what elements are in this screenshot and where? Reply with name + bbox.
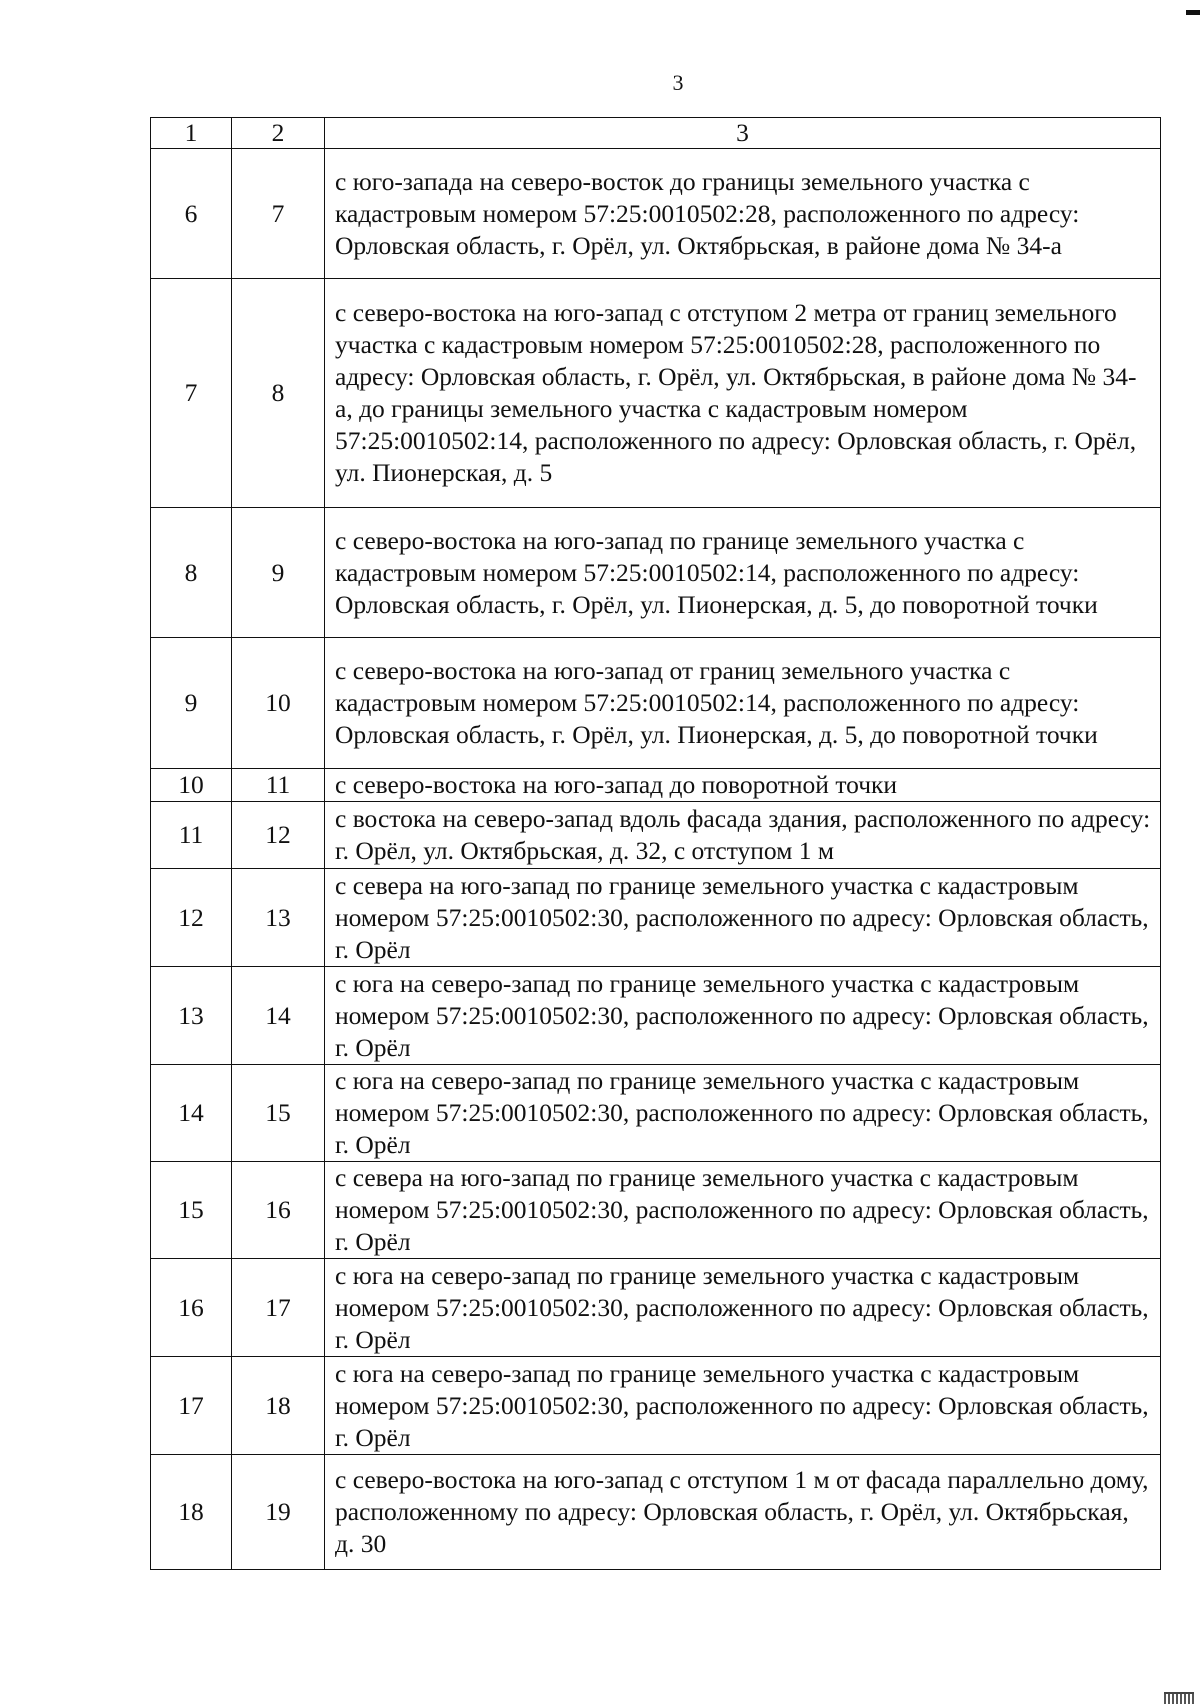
row-from-point: 10 bbox=[151, 769, 232, 802]
row-to-point: 10 bbox=[232, 638, 325, 769]
row-from-point: 12 bbox=[151, 869, 232, 967]
scan-mark-top bbox=[1186, 10, 1200, 15]
row-description: с северо-востока на юго-запад от границ земельного участка с кадастровым номером 57:25:0010502:14, расположенного по адресу: Орловская область, г. Орёл, ул. Пионерская, д. 5, до поворотной точки bbox=[325, 638, 1161, 769]
row-to-point: 16 bbox=[232, 1162, 325, 1259]
row-to-point: 12 bbox=[232, 802, 325, 869]
row-to-point: 17 bbox=[232, 1259, 325, 1357]
table-row bbox=[151, 279, 1161, 508]
row-description: с юга на северо-запад по границе земельного участка с кадастровым номером 57:25:0010502:30, расположенного по адресу: Орловская область, г. Орёл bbox=[325, 1357, 1161, 1455]
table-row bbox=[151, 769, 1161, 802]
row-description: с юга на северо-запад по границе земельного участка с кадастровым номером 57:25:0010502:30, расположенного по адресу: Орловская область, г. Орёл bbox=[325, 967, 1161, 1065]
row-from-point: 14 bbox=[151, 1065, 232, 1162]
table-row bbox=[151, 1357, 1161, 1455]
row-from-point: 11 bbox=[151, 802, 232, 869]
table-row bbox=[151, 1065, 1161, 1162]
table-row bbox=[151, 508, 1161, 638]
table-row bbox=[151, 1455, 1161, 1570]
row-description: с северо-востока на юго-запад по границе земельного участка с кадастровым номером 57:25:0010502:14, расположенного по адресу: Орловская область, г. Орёл, ул. Пионерская, д. 5, до поворотной точки bbox=[325, 508, 1161, 638]
scan-mark-bottom bbox=[1164, 1692, 1194, 1704]
row-to-point: 9 bbox=[232, 508, 325, 638]
table-row bbox=[151, 149, 1161, 279]
boundary-table bbox=[150, 117, 1161, 1570]
page-number: 3 bbox=[672, 70, 684, 95]
header-col-1: 1 bbox=[151, 118, 232, 149]
row-from-point: 15 bbox=[151, 1162, 232, 1259]
row-from-point: 9 bbox=[151, 638, 232, 769]
table-row bbox=[151, 967, 1161, 1065]
row-description: с севера на юго-запад по границе земельного участка с кадастровым номером 57:25:0010502:30, расположенного по адресу: Орловская область, г. Орёл bbox=[325, 869, 1161, 967]
table-row bbox=[151, 1259, 1161, 1357]
row-to-point: 11 bbox=[232, 769, 325, 802]
row-from-point: 7 bbox=[151, 279, 232, 508]
row-from-point: 17 bbox=[151, 1357, 232, 1455]
row-description: с юга на северо-запад по границе земельного участка с кадастровым номером 57:25:0010502:30, расположенного по адресу: Орловская область, г. Орёл bbox=[325, 1065, 1161, 1162]
header-col-3: 3 bbox=[325, 118, 1161, 149]
row-description: с северо-востока на юго-запад с отступом 2 метра от границ земельного участка с кадастровым номером 57:25:0010502:28, расположенного по адресу: Орловская область, г. Орёл, ул. Октябрьская, в районе дома № 34-а, до границы земельного участка с кадастровым номером 57:25:0010502:14, расположенного по адресу: Орловская область, г. Орёл, ул. Пионерская, д. 5 bbox=[325, 279, 1161, 508]
row-to-point: 13 bbox=[232, 869, 325, 967]
row-from-point: 18 bbox=[151, 1455, 232, 1570]
row-description: с северо-востока на юго-запад до поворотной точки bbox=[325, 769, 1161, 802]
table-row bbox=[151, 802, 1161, 869]
row-to-point: 18 bbox=[232, 1357, 325, 1455]
row-to-point: 7 bbox=[232, 149, 325, 279]
table-row bbox=[151, 869, 1161, 967]
row-description: с юго-запада на северо-восток до границы земельного участка с кадастровым номером 57:25:0010502:28, расположенного по адресу: Орловская область, г. Орёл, ул. Октябрьская, в районе дома № 34-а bbox=[325, 149, 1161, 279]
table-row bbox=[151, 638, 1161, 769]
table-row bbox=[151, 1162, 1161, 1259]
row-description: с востока на северо-запад вдоль фасада здания, расположенного по адресу: г. Орёл, ул. Октябрьская, д. 32, с отступом 1 м bbox=[325, 802, 1161, 869]
header-col-2: 2 bbox=[232, 118, 325, 149]
row-from-point: 13 bbox=[151, 967, 232, 1065]
row-to-point: 8 bbox=[232, 279, 325, 508]
row-to-point: 14 bbox=[232, 967, 325, 1065]
row-to-point: 15 bbox=[232, 1065, 325, 1162]
table-header-row bbox=[151, 118, 1161, 149]
row-from-point: 16 bbox=[151, 1259, 232, 1357]
row-from-point: 8 bbox=[151, 508, 232, 638]
row-description: с юга на северо-запад по границе земельного участка с кадастровым номером 57:25:0010502:30, расположенного по адресу: Орловская область, г. Орёл bbox=[325, 1259, 1161, 1357]
row-description: с северо-востока на юго-запад с отступом 1 м от фасада параллельно дому, расположенному по адресу: Орловская область, г. Орёл, ул. Октябрьская, д. 30 bbox=[325, 1455, 1161, 1570]
row-description: с севера на юго-запад по границе земельного участка с кадастровым номером 57:25:0010502:30, расположенного по адресу: Орловская область, г. Орёл bbox=[325, 1162, 1161, 1259]
row-to-point: 19 bbox=[232, 1455, 325, 1570]
row-from-point: 6 bbox=[151, 149, 232, 279]
